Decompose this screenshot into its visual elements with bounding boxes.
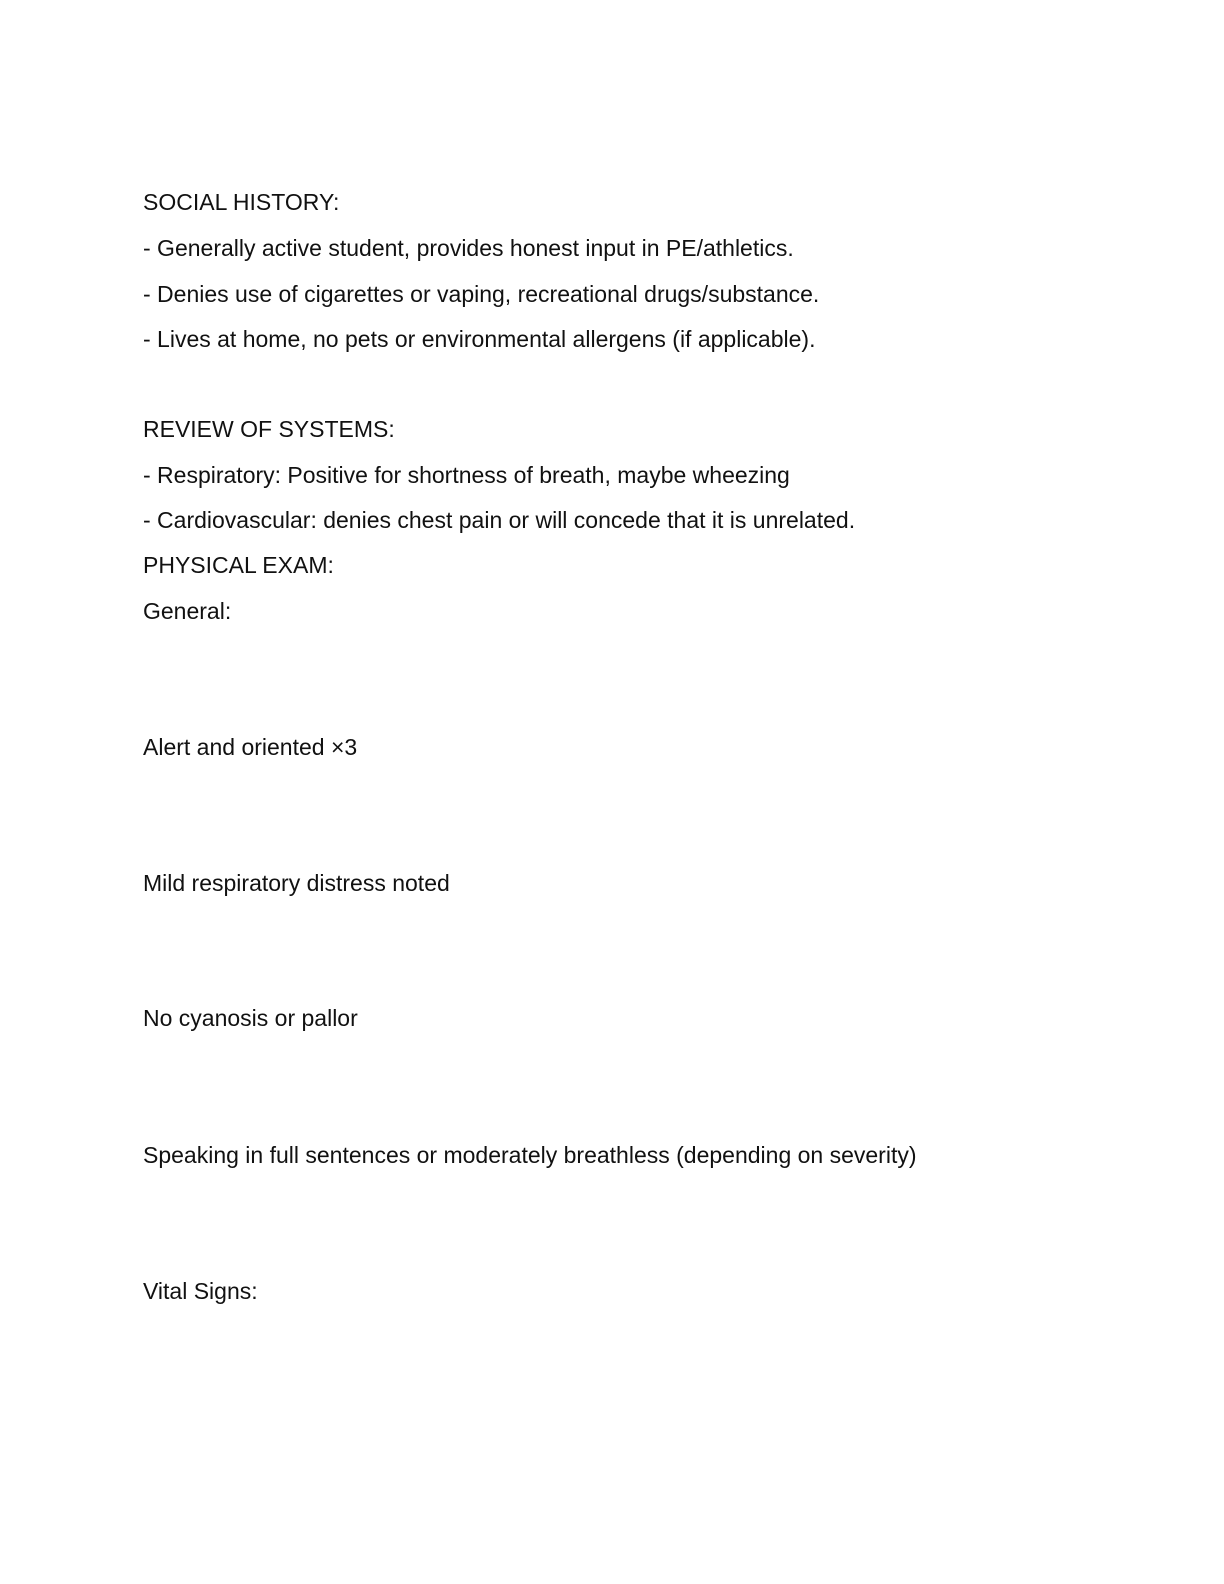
review-of-systems-heading: REVIEW OF SYSTEMS:	[143, 416, 395, 442]
social-history-item: - Denies use of cigarettes or vaping, recreational drugs/substance.	[143, 281, 820, 307]
review-of-systems-item: - Cardiovascular: denies chest pain or will concede that it is unrelated.	[143, 507, 856, 533]
physical-exam-heading: PHYSICAL EXAM:	[143, 552, 334, 578]
general-item: No cyanosis or pallor	[143, 1005, 358, 1031]
general-item: Speaking in full sentences or moderately breathless (depending on severity)	[143, 1142, 917, 1168]
general-item: Alert and oriented ×3	[143, 734, 358, 760]
social-history-item: - Lives at home, no pets or environmental allergens (if applicable).	[143, 326, 816, 352]
social-history-heading: SOCIAL HISTORY:	[143, 189, 340, 215]
social-history-item: - Generally active student, provides honest input in PE/athletics.	[143, 235, 794, 261]
vital-signs-label: Vital Signs:	[143, 1278, 258, 1304]
general-label: General:	[143, 598, 232, 624]
general-item: Mild respiratory distress noted	[143, 870, 450, 896]
review-of-systems-item: - Respiratory: Positive for shortness of breath, maybe wheezing	[143, 462, 790, 488]
